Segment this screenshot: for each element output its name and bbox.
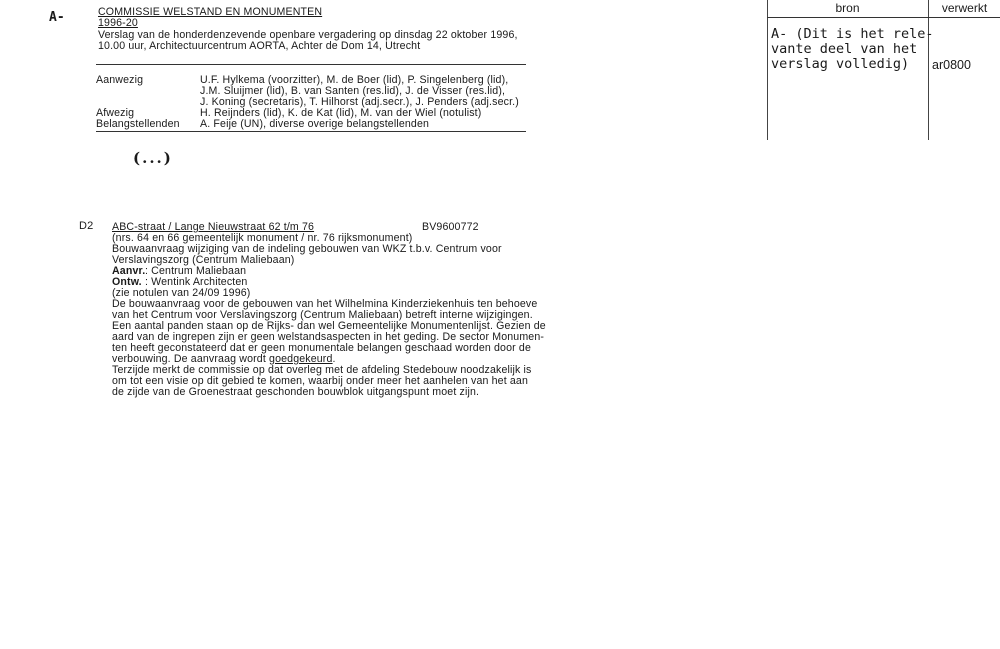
header-rule-top [96, 64, 526, 65]
afwezig-value: H. Reijnders (lid), K. de Kat (lid), M. van der Wiel (notulist) [200, 107, 482, 119]
afwezig-label: Afwezig [96, 107, 135, 119]
ontwerper-label: Ontw. [112, 276, 142, 288]
body-line: ten heeft geconstateerd dat er geen monumentale belangen geschaad worden door de [112, 342, 531, 354]
header-line-1: Verslag van de honderdenzevende openbare vergadering op dinsdag 22 oktober 1996, [98, 29, 518, 41]
body-line: Een aantal panden staan op de Rijks- dan wel Gemeentelijke Monumentenlijst. Gezien de [112, 320, 546, 332]
item-request-line-2: Verslavingszorg (Centrum Maliebaan) [112, 254, 295, 266]
omission-ellipsis: (...) [133, 149, 173, 167]
decision-prefix: verbouwing. De aanvraag wordt [112, 353, 270, 365]
aanwezig-line-1: U.F. Hylkema (voorzitter), M. de Boer (lid), P. Singelenberg (lid), [200, 74, 509, 86]
remark-line: Terzijde merkt de commissie op dat overleg met de afdeling Stedebouw noodzakelijk is [112, 364, 532, 376]
item-monument-status: (nrs. 64 en 66 gemeentelijk monument / nr. 76 rijksmonument) [112, 232, 413, 244]
header-rule-bottom [96, 131, 526, 132]
aanvrager-value: : Centrum Maliebaan [145, 265, 247, 277]
belangstellenden-label: Belangstellenden [96, 118, 180, 130]
margin-mark: A- [49, 10, 65, 25]
aanvrager-label: Aanvr. [112, 265, 146, 277]
column-header-verwerkt: verwerkt [941, 1, 988, 15]
item-bv-number: BV9600772 [422, 221, 479, 233]
bron-note-line-1: A- (Dit is het rele- [771, 26, 934, 42]
item-body [112, 299, 546, 398]
aanwezig-line-2: J.M. Sluijmer (lid), B. van Santen (res.lid), J. de Visser (res.lid), [200, 85, 506, 97]
remark-line: de zijde van de Groenestraat geschonden bouwblok uitgangspunt moet zijn. [112, 386, 480, 398]
sidebar-left-border [767, 0, 768, 140]
document-number: 1996-20 [98, 17, 138, 29]
sidebar-header-rule [767, 17, 1000, 18]
item-code: D2 [79, 220, 94, 232]
aanwezig-label: Aanwezig [96, 74, 144, 86]
decision-suffix: . [332, 353, 336, 365]
header-line-2: 10.00 uur, Architectuurcentrum AORTA, Achter de Dom 14, Utrecht [98, 40, 421, 52]
remark-line: om tot een visie op dit gebied te komen, waarbij onder meer het aanhelen van het aan [112, 375, 529, 387]
body-line: aard van de ingrepen zijn er geen welstandsaspecten in het geding. De sector Monumen- [112, 331, 545, 343]
sidebar-column-divider [928, 0, 929, 140]
aanwezig-line-3: J. Koning (secretaris), T. Hilhorst (adj.secr.), J. Penders (adj.secr.) [200, 96, 519, 108]
bron-note-line-2: vante deel van het [771, 41, 918, 57]
notulen-reference: (zie notulen van 24/09 1996) [112, 287, 251, 299]
verwerkt-value: ar0800 [932, 58, 971, 72]
item-address: ABC-straat / Lange Nieuwstraat 62 t/m 76 [112, 221, 315, 233]
decision-verdict: goedgekeurd [269, 353, 333, 365]
bron-note-line-3: verslag volledig) [771, 56, 910, 72]
document-title: COMMISSIE WELSTAND EN MONUMENTEN [98, 6, 323, 18]
belangstellenden-value: A. Feije (UN), diverse overige belangstellenden [200, 118, 430, 130]
body-line: De bouwaanvraag voor de gebouwen van het Wilhelmina Kinderziekenhuis ten behoeve [112, 298, 538, 310]
item-request-line-1: Bouwaanvraag wijziging van de indeling gebouwen van WKZ t.b.v. Centrum voor [112, 243, 502, 255]
ontwerper-value: : Wentink Architecten [145, 276, 248, 288]
body-line: van het Centrum voor Verslavingszorg (Centrum Maliebaan) betreft interne wijzigingen. [112, 309, 533, 321]
column-header-bron: bron [835, 1, 860, 15]
